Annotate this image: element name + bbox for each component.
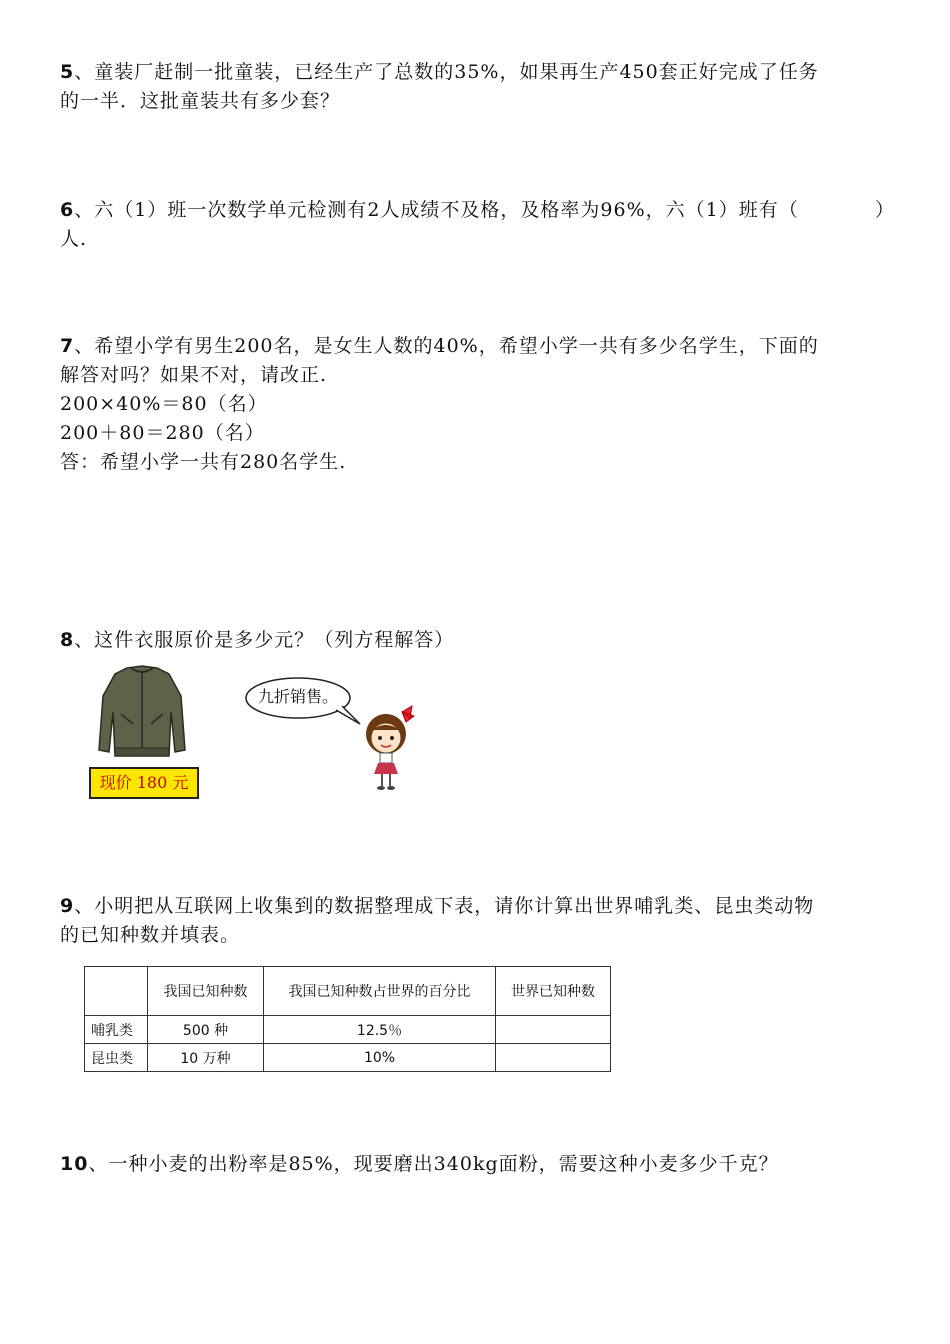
species-table <box>84 966 611 1072</box>
question-number: 6 <box>60 199 75 221</box>
calculation-step-2: 200＋80＝280（名） <box>60 422 265 444</box>
question-10 <box>60 1150 895 1179</box>
question-number: 8 <box>60 629 75 651</box>
answer-line: 答：希望小学一共有280名学生. <box>60 451 347 473</box>
question-8-line-1: 8、这件衣服原价是多少元？（列方程解答） <box>60 629 455 651</box>
price-tag: 现价 180 元 <box>89 767 199 799</box>
question-6-line-2: 人. <box>60 228 88 250</box>
table-cell: 昆虫类 <box>85 1044 148 1072</box>
question-7-line-2: 解答对吗？如果不对，请改正. <box>60 364 328 386</box>
question-6-line-1: 6、六（1）班一次数学单元检测有2人成绩不及格，及格率为96%，六（1）班有（ ） <box>60 196 895 225</box>
question-7 <box>60 332 895 477</box>
table-row <box>85 1016 611 1044</box>
question-number: 7 <box>60 335 75 357</box>
girl-cartoon-illustration <box>350 700 430 792</box>
table-header-cell: 世界已知种数 <box>496 967 611 1016</box>
table-cell: 10% <box>264 1044 496 1072</box>
answer-blank-close: ） <box>874 199 895 221</box>
table-header-cell: 我国已知种数占世界的百分比 <box>264 967 496 1016</box>
question-5-line-1: 5、童装厂赶制一批童装，已经生产了总数的35%，如果再生产450套正好完成了任务 <box>60 61 819 83</box>
question-number: 5 <box>60 61 75 83</box>
question-8 <box>60 626 895 655</box>
table-header-row <box>85 967 611 1016</box>
question-7-line-1: 7、希望小学有男生200名，是女生人数的40%，希望小学一共有多少名学生，下面的 <box>60 335 819 357</box>
answer-cell[interactable] <box>496 1044 611 1072</box>
question-9 <box>60 892 895 950</box>
question-6 <box>60 196 895 254</box>
table-header-cell <box>85 967 148 1016</box>
table-header-cell: 我国已知种数 <box>148 967 264 1016</box>
question-number: 10 <box>60 1153 89 1175</box>
calculation-step-1: 200×40%＝80（名） <box>60 393 268 415</box>
question-5-line-2: 的一半．这批童装共有多少套？ <box>60 90 341 112</box>
table-cell: 10 万种 <box>148 1044 264 1072</box>
table-row <box>85 1044 611 1072</box>
jacket-illustration <box>97 662 187 762</box>
question-9-line-1: 9、小明把从互联网上收集到的数据整理成下表，请你计算出世界哺乳类、昆虫类动物 <box>60 895 815 917</box>
table-cell: 哺乳类 <box>85 1016 148 1044</box>
speech-bubble-text: 九折销售。 <box>257 687 338 706</box>
question-10-line-1: 10、一种小麦的出粉率是85%，现要磨出340kg面粉，需要这种小麦多少千克？ <box>60 1153 779 1175</box>
question-5 <box>60 58 895 116</box>
table-cell: 12.5％ <box>264 1016 496 1044</box>
table-cell: 500 种 <box>148 1016 264 1044</box>
question-number: 9 <box>60 895 75 917</box>
question-9-line-2: 的已知种数并填表。 <box>60 924 241 946</box>
answer-cell[interactable] <box>496 1016 611 1044</box>
